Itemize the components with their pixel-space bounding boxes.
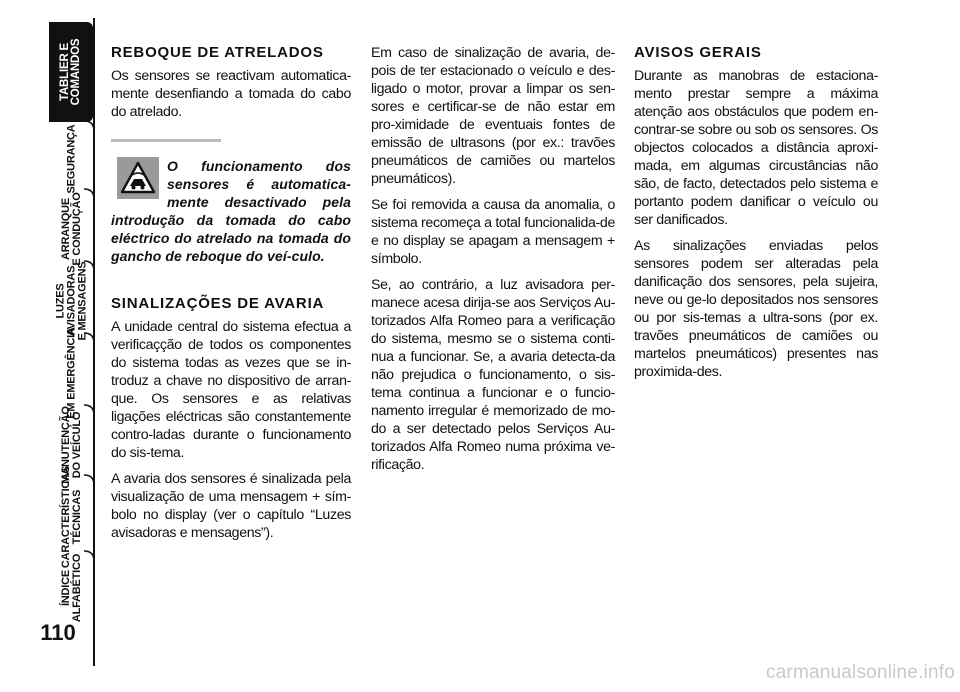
paragraph: A avaria dos sensores é sinalizada pela visualização de uma mensagem + sím-bolo no display (ver o capítulo “Luzes avisadoras e mensagens”). <box>111 471 351 541</box>
paragraph: Se foi removida a causa da anomalia, o sistema recomeça a total funcionalida-de e no display se apagam a mensagem + símbolo. <box>371 197 615 267</box>
tab-label: SEGURANÇA <box>65 124 78 194</box>
tab-label: ARRANQUE E CONDUÇÃO <box>60 192 83 266</box>
watermark-text: carmanualsonline.info <box>765 662 955 683</box>
tab-label: TABLIER E COMANDOS <box>59 38 82 106</box>
tab-label: ÍNDICE ALFABÉTICO <box>60 553 83 623</box>
chapter-tab-rail <box>0 0 100 692</box>
paragraph: Durante as manobras de estaciona-mento prestar sempre a máxima atenção aos obstáculos que podem en-contrar-se sobre ou sob os sensores. Os objectos colocados a distância aproxi-mada, em algumas circustâncias não são, de facto, detectados pelo sistema e portanto podem danificar o veículo ou ser danificados. <box>634 68 878 228</box>
tab-label: LUZES AVISADORAS E MENSAGENS <box>54 261 89 341</box>
tab-separator-curve <box>83 188 95 200</box>
tab-separator-curve <box>83 260 95 272</box>
warning-box <box>111 157 351 265</box>
paragraph: Em caso de sinalização de avaria, de-pois de ter estacionado o veículo e des-ligado o motor, provar a limpar os sen-sores e certificar-se de não estar em pro-ximidade de eventuais fontes de emissão de ultrasons (por ex.: travões pneumáticos de camiões ou martelos pneumáticos). <box>371 45 615 187</box>
heading-reboque-de-atrelados: REBOQUE DE ATRELADOS <box>111 44 324 61</box>
text-column-2 <box>371 44 615 482</box>
text-column-3 <box>634 44 878 389</box>
tab-separator-curve <box>83 332 95 344</box>
tab-separator-curve <box>83 550 95 562</box>
tab-em-emergencia[interactable] <box>50 327 94 419</box>
tab-separator-curve <box>83 404 95 416</box>
paragraph: Se, ao contrário, a luz avisadora per-manece acesa dirija-se aos Serviços Au-torizados Alfa Romeo para a verificação do sistema, mesmo se o sistema conti-nua a funcionar. Se, a avaria detecta-da não prejudica o funcionamento, o sis-tema continua a funcionar e o funcio-namento irregular é memorizado de mo-do a ser detectado pelos Serviços Au-torizados Alfa Romeo numa próxima ve-rificação. <box>371 277 615 473</box>
tab-tablier-e-comandos[interactable] <box>49 22 93 122</box>
tab-arranque-e-conducao[interactable] <box>50 194 94 264</box>
tab-separator-curve <box>83 474 95 486</box>
page-number: 110 <box>40 620 76 645</box>
tab-label: CARACTERÍSTICAS TÉCNICAS <box>60 465 83 569</box>
paragraph: As sinalizações enviadas pelos sensores podem ser alteradas pela danificação dos sensores, pela sujeira, neve ou ge-lo depositados nos sensores ou por sis-temas a ultra-sons (por ex. travões pneumáticos de camiões ou martelos pneumáticos) presentes nas proximida-des. <box>634 238 878 380</box>
heading-avisos-gerais: AVISOS GERAIS <box>634 44 762 61</box>
spacer <box>111 265 351 295</box>
tab-label: MANUTENÇÃO DO VEÍCULO <box>60 406 83 484</box>
heading-sinalizacoes-de-avaria: SINALIZAÇÕES DE AVARIA <box>111 295 325 312</box>
paragraph: Os sensores se reactivam automatica-mente desenfiando a tomada do cabo do atrelado. <box>111 68 351 120</box>
warning-text-content: O funcionamento dos sensores é automatica-mente desactivado pela introdução da tomada do cabo eléctrico do atrelado na tomada do gancho de reboque do veí-culo. <box>111 158 351 264</box>
tab-label: EM EMERGÊNCIA <box>65 327 78 419</box>
tab-caracteristicas-tecnicas[interactable] <box>50 465 94 569</box>
paragraph: A unidade central do sistema efectua a verificaçção de todos os componentes do sistema todas as vezes que se in-troduz a chave no dispositivo de arran-que. Os sensores e as relativas ligações eléctricas são constantemente contro-ladas durante o funcionamento do sis-tema. <box>111 319 351 461</box>
warning-triangle-icon <box>117 157 159 199</box>
tab-separator-curve <box>83 120 95 132</box>
text-column-1 <box>111 44 351 550</box>
warning-bar <box>111 139 221 142</box>
tab-luzes-avisadoras[interactable] <box>50 261 94 341</box>
tab-indice-alfabetico[interactable] <box>50 553 94 623</box>
tab-seguranca[interactable] <box>50 126 94 192</box>
